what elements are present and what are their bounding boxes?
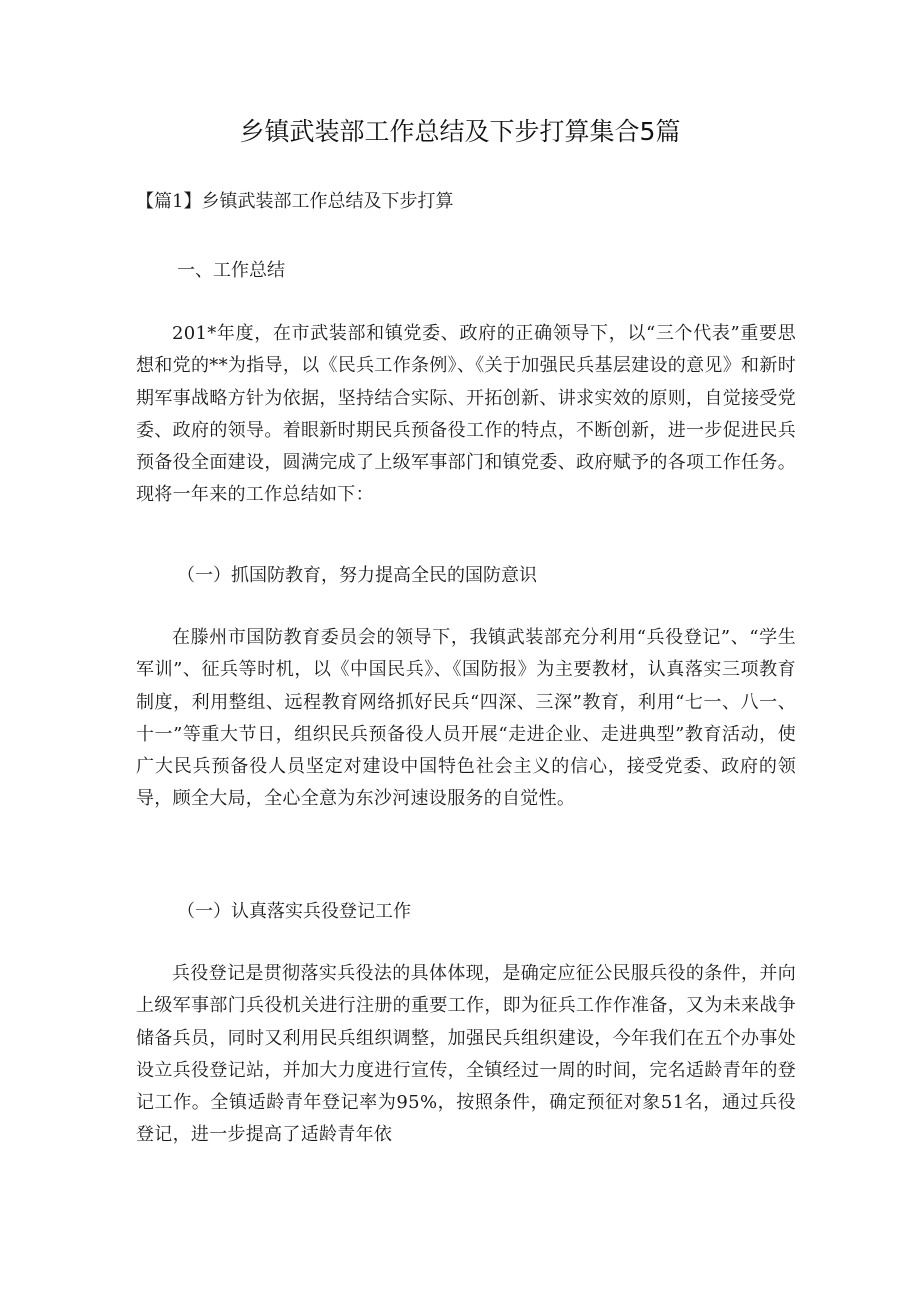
section-heading-work-summary: 一、工作总结 [177, 260, 285, 281]
part-heading: 【篇1】乡镇武装部工作总结及下步打算 [136, 191, 454, 212]
document-title: 乡镇武装部工作总结及下步打算集合5篇 [239, 117, 681, 146]
subheading-military-registration: （一）认真落实兵役登记工作 [177, 901, 411, 922]
paragraph-military-registration: 兵役登记是贯彻落实兵役法的具体体现，是确定应征公民服兵役的条件，并向上级军事部门兵役机关进行注册的重要工作，即为征兵工作作准备，又为未来战争储备兵员，同时又利用民兵组织调整，加强民兵组织建设，今年我们在五个办事处设立兵役登记站，并加大力度进行宣传，全镇经过一周的时间，完名适龄青年的登记工作。全镇适龄青年登记率为95%，按照条件，确定预征对象51名，通过兵役登记，进一步提高了适龄青年依 [136, 963, 796, 1146]
paragraph-defense-education: 在滕州市国防教育委员会的领导下，我镇武装部充分利用“兵役登记”、“学生军训”、征兵等时机，以《中国民兵》、《国防报》为主要教材，认真落实三项教育制度，利用整组、远程教育网络抓好民兵“四深、三深”教育，利用“七一、八一、十一”等重大节日，组织民兵预备役人员开展“走进企业、走进典型”教育活动，使广大民兵预备役人员坚定对建设中国特色社会主义的信心，接受党委、政府的领导，顾全大局，全心全意为东沙河速设服务的自觉性。 [136, 627, 796, 810]
paragraph-intro: 201*年度，在市武装部和镇党委、政府的正确领导下，以“三个代表”重要思想和党的**为指导，以《民兵工作条例》、《关于加强民兵基层建设的意见》和新时期军事战略方针为依据，坚持结合实际、开拓创新、讲求实效的原则，自觉接受党委、政府的领导。着眼新时期民兵预备役工作的特点，不断创新，进一步促进民兵预备役全面建设，圆满完成了上级军事部门和镇党委、政府赋予的各项工作任务。现将一年来的工作总结如下： [136, 323, 796, 506]
subheading-national-defense-education: （一）抓国防教育，努力提高全民的国防意识 [177, 565, 537, 586]
